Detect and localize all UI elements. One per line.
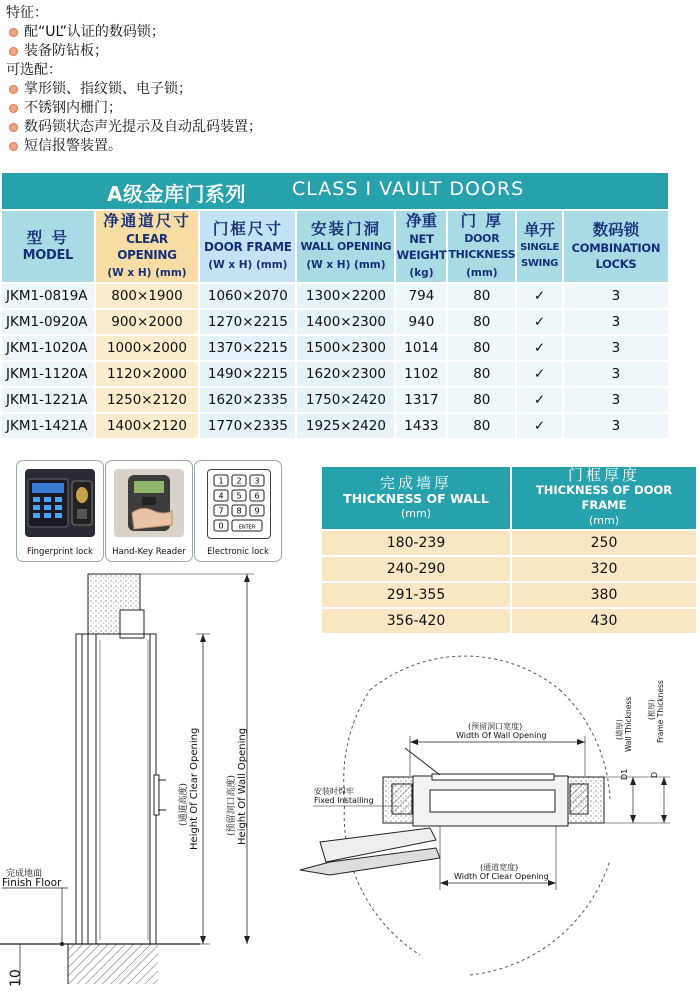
table-title-cn: A级金库门系列 [107,182,246,206]
keypad-key-label: 6 [254,491,260,501]
cell-clear: 1120×2000 [96,362,201,388]
cell-wall-range: 291-355 [322,583,512,609]
keypad-key-label: ENTER [238,524,256,531]
clear-width-cn: (通道宽度) [480,863,519,872]
cell-swing: ✓ [517,336,564,362]
cell-wall: 1400×2300 [297,310,396,336]
cell-frame-thickness: 250 [512,531,698,557]
cell-frame: 1620×2335 [200,388,297,414]
optional-item: 短信报警装置。 [4,137,262,156]
cell-frame: 1270×2215 [200,310,297,336]
cell-model: JKM1-0920A [2,310,96,336]
cell-frame-thickness: 320 [512,557,698,583]
finish-floor-cn: 完成地面 [6,869,43,879]
cell-locks: 3 [564,414,670,440]
header-wall-opening: 安装门洞 WALL OPENING (W x H) (mm) [297,211,396,284]
cell-frame: 1770×2335 [200,414,297,440]
cell-wall: 1750×2420 [297,388,396,414]
cell-thickness: 80 [448,284,517,310]
cell-thickness: 80 [448,388,517,414]
fingerprint-lock-caption: Fingerprint lock [27,547,93,557]
cell-locks: 3 [564,362,670,388]
cell-weight: 940 [396,310,448,336]
cell-swing: ✓ [517,414,564,440]
optional-item: 不锈钢内栅门； [4,99,262,118]
cell-thickness: 80 [448,362,517,388]
wall-width-en: Width Of Wall Opening [456,731,547,740]
keypad-key-label: 4 [218,491,224,501]
cell-swing: ✓ [517,284,564,310]
cell-frame-thickness: 380 [512,583,698,609]
cell-model: JKM1-1020A [2,336,96,362]
cell-thickness: 80 [448,310,517,336]
keypad-key-label: 2 [236,476,242,486]
wall-thickness-en: Wall Thickness [624,696,633,752]
cell-weight: 1102 [396,362,448,388]
keypad-key-label: 1 [218,476,224,486]
wall-thickness-cn: (墙厚) [615,719,624,740]
optional-item: 掌形锁、指纹锁、电子锁； [4,80,262,99]
header-net-weight: 净重 NET WEIGHT (kg) [396,211,448,284]
cell-clear: 1250×2120 [96,388,201,414]
cell-locks: 3 [564,284,670,310]
header-model: 型 号 MODEL [2,211,96,284]
fixed-installing-en: Fixed Installing [314,796,374,805]
header-single-swing: 单开 SINGLE SWING [517,211,564,284]
frame-thickness-en: Frame Thickness [656,680,665,743]
cell-clear: 1400×2120 [96,414,201,440]
elevation-drawing [0,574,254,984]
keypad-key-label: 5 [236,491,242,501]
cell-frame: 1370×2215 [200,336,297,362]
cell-weight: 794 [396,284,448,310]
clear-height-cn: (通道高度) [179,782,189,826]
header-wall-thickness: 完成墙厚 THICKNESS OF WALL (mm) [322,467,512,531]
header-clear-opening: 净通道尺寸 CLEAR OPENING (W x H) (mm) [96,211,201,284]
header-door-frame: 门框尺寸 DOOR FRAME (W x H) (mm) [200,211,297,284]
cell-swing: ✓ [517,362,564,388]
cell-clear: 900×2000 [96,310,201,336]
header-frame-thickness: 门框厚度 THICKNESS OF DOOR FRAME (mm) [512,467,698,531]
cell-wall: 1925×2420 [297,414,396,440]
d-label: D [650,771,659,778]
optional-heading: 可选配： [6,62,62,78]
cell-locks: 3 [564,336,670,362]
cell-weight: 1433 [396,414,448,440]
keypad-key-label: 3 [254,476,260,486]
keypad-key-label: 9 [254,506,260,516]
hand-key-reader-caption: Hand-Key Reader [112,547,186,557]
cell-thickness: 80 [448,414,517,440]
fixed-installing-cn: 安装时焊牢 [314,787,354,796]
cell-wall: 1300×2200 [297,284,396,310]
feature-item: 装备防钻板； [4,42,262,61]
electronic-lock-caption: Electronic lock [207,547,269,557]
cell-wall-range: 180-239 [322,531,512,557]
keypad-key-label: 8 [236,506,242,516]
header-combination-locks: 数码锁 COMBINATION LOCKS [564,211,670,284]
cell-swing: ✓ [517,310,564,336]
cell-wall-range: 356-420 [322,609,512,635]
features-heading: 特征： [6,5,48,21]
cell-wall: 1500×2300 [297,336,396,362]
cell-frame-thickness: 430 [512,609,698,635]
wall-height-en: Height Of Wall Opening [237,727,248,845]
clear-height-en: Height Of Clear Opening [189,727,200,850]
cell-thickness: 80 [448,336,517,362]
cell-frame: 1490×2215 [200,362,297,388]
cell-locks: 3 [564,388,670,414]
plan-drawing [300,656,670,975]
cell-model: JKM1-1421A [2,414,96,440]
cell-model: JKM1-1120A [2,362,96,388]
cell-weight: 1014 [396,336,448,362]
table-title-en: CLASS Ⅰ VAULT DOORS [292,178,525,200]
header-door-thickness: 门 厚 DOOR THICKNESS (mm) [448,211,517,284]
wall-width-cn: (预留洞口宽度) [468,722,523,731]
optional-item: 数码锁状态声光提示及自动乱码装置； [4,118,262,137]
wall-height-cn: (预留洞口高度) [227,774,237,836]
cell-weight: 1317 [396,388,448,414]
cell-swing: ✓ [517,388,564,414]
feature-item: 配“UL”认证的数码锁； [4,23,262,42]
finish-floor-en: Finish Floor [2,877,62,889]
cell-clear: 1000×2000 [96,336,201,362]
cell-wall: 1620×2300 [297,362,396,388]
cell-model: JKM1-0819A [2,284,96,310]
cell-wall-range: 240-290 [322,557,512,583]
cell-locks: 3 [564,310,670,336]
cell-frame: 1060×2070 [200,284,297,310]
keypad-key-label: 7 [218,506,224,516]
bottom-dimension: 10 [8,969,24,987]
keypad-key-label: 0 [218,521,224,531]
d1-label: D1 [620,768,629,780]
cell-clear: 800×1900 [96,284,201,310]
clear-width-en: Width Of Clear Opening [454,872,549,881]
frame-thickness-cn: (框厚) [647,699,656,720]
cell-model: JKM1-1221A [2,388,96,414]
